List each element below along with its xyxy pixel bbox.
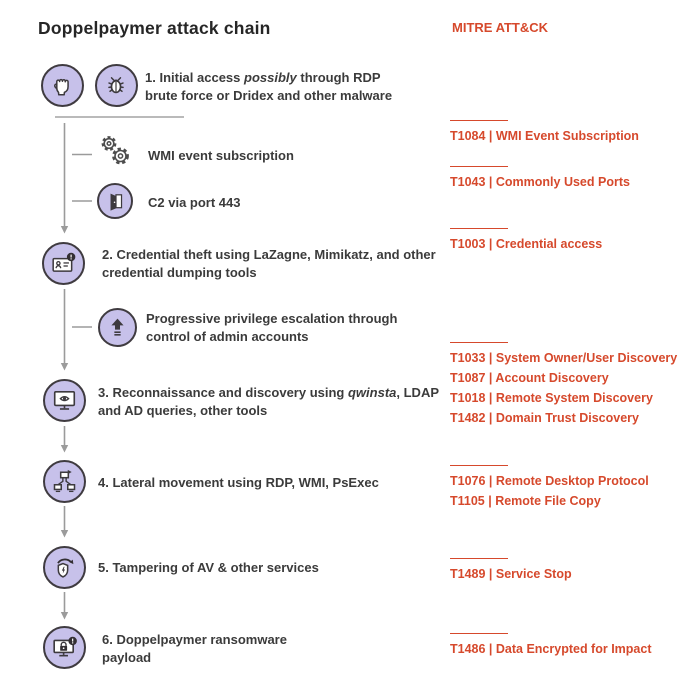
mitre-item: T1076 | Remote Desktop Protocol [450, 474, 649, 488]
arrow-up-icon [106, 316, 129, 339]
privilege-text: Progressive privilege escalation through control of admin accounts [146, 311, 398, 344]
gears-icon [96, 134, 134, 170]
step6-node [43, 626, 86, 669]
bug-icon [103, 72, 129, 98]
monitor-lock-alert-icon [51, 635, 78, 660]
wmi-text: WMI event subscription [148, 148, 294, 163]
mitre-attck-header: MITRE ATT&CK [452, 20, 549, 35]
mitre-group-lateral [450, 465, 649, 511]
monitor-eye-icon [51, 388, 78, 413]
mitre-item: T1087 | Account Discovery [450, 371, 609, 385]
step1-fist-node [41, 64, 84, 107]
door-icon [105, 191, 126, 212]
mitre-group-impact [450, 633, 652, 659]
fist-icon [49, 72, 75, 98]
mitre-group-credential [450, 228, 603, 254]
step3-node [43, 379, 86, 422]
mitre-group-wmi [450, 120, 639, 146]
c2-node [97, 183, 133, 219]
step4-text: 4. Lateral movement using RDP, WMI, PsExec [98, 475, 379, 490]
mitre-item: T1018 | Remote System Discovery [450, 391, 653, 405]
mitre-group-ports [450, 166, 630, 192]
arrowhead-4 [61, 530, 68, 538]
mitre-item: T1003 | Credential access [450, 237, 603, 251]
step2-text: 2. Credential theft using LaZagne, Mimikatz, and other credential dumping tools [102, 247, 436, 280]
step6-text: 6. Doppelpaymer ransomware payload [102, 632, 287, 665]
mitre-item: T1033 | System Owner/User Discovery [450, 351, 678, 365]
arrowhead-2 [61, 363, 68, 371]
arrowhead-3 [61, 445, 68, 453]
mitre-item: T1105 | Remote File Copy [450, 494, 601, 508]
mitre-item: T1486 | Data Encrypted for Impact [450, 642, 652, 656]
mitre-item: T1043 | Commonly Used Ports [450, 175, 630, 189]
mitre-item: T1482 | Domain Trust Discovery [450, 411, 639, 425]
arrowhead-1 [61, 226, 68, 234]
step4-node [43, 460, 86, 503]
shield-refresh-icon [51, 554, 78, 580]
step1-malware-node [95, 64, 138, 107]
step2-node [42, 242, 85, 285]
network-nodes-icon [51, 469, 78, 494]
step5-text: 5. Tampering of AV & other services [98, 560, 319, 575]
mitre-item: T1084 | WMI Event Subscription [450, 129, 639, 143]
arrowhead-5 [61, 612, 68, 620]
id-card-alert-icon [50, 251, 77, 276]
page-title: Doppelpaymer attack chain [38, 18, 271, 38]
step3-text: 3. Reconnaissance and discovery using qwinsta, LDAP and AD queries, other tools [98, 385, 440, 418]
wmi-substep [96, 134, 134, 170]
mitre-group-discovery [450, 342, 678, 428]
mitre-group-service-stop [450, 558, 572, 584]
step5-node [43, 546, 86, 589]
c2-text: C2 via port 443 [148, 195, 241, 210]
step1-text: 1. Initial access possibly through RDP brute force or Dridex and other malware [145, 70, 393, 103]
privilege-node [98, 308, 137, 347]
mitre-item: T1489 | Service Stop [450, 567, 572, 581]
